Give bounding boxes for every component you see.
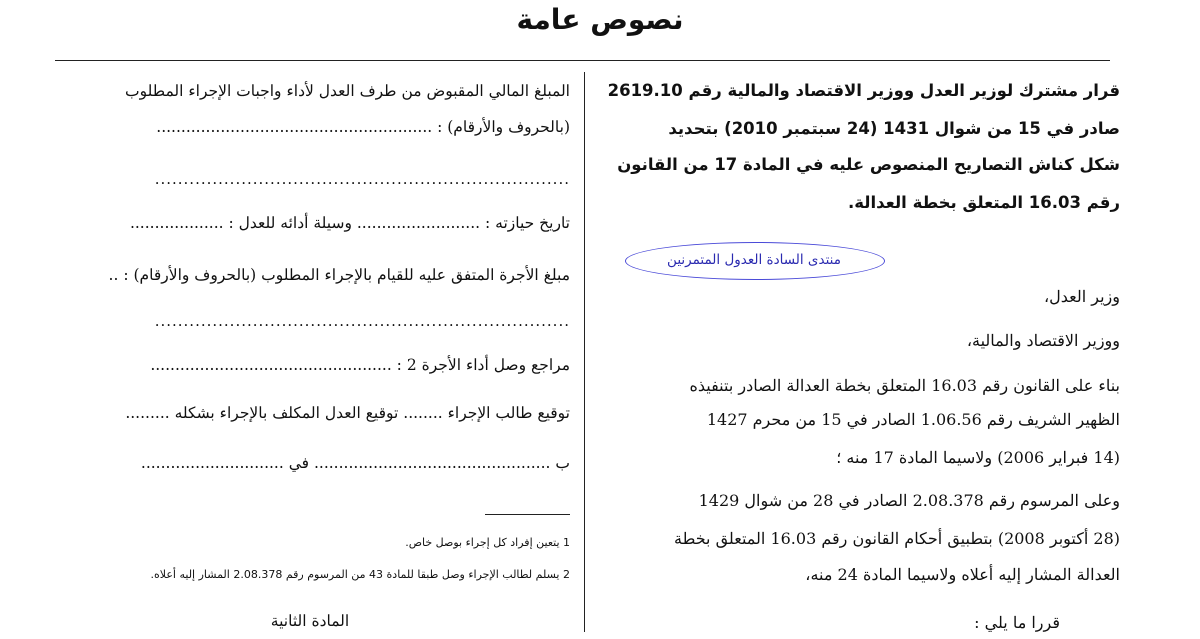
form-line: (بالحروف والأرقام) : ........................................................ [156,118,570,136]
footnote: 2 يسلم لطالب الإجراء وصل طبقا للمادة 43 من المرسوم رقم 2.08.378 المشار إليه أعلاه. [150,568,570,581]
paragraph-line: (28 أكتوبر 2008) بتطبيق أحكام القانون رقم 16.03 المتعلق بخطة [674,529,1120,548]
decree-title-line: قرار مشترك لوزير العدل ووزير الاقتصاد والمالية رقم 2619.10 [607,81,1120,100]
column-divider [584,72,585,632]
form-line: مبلغ الأجرة المتفق عليه للقيام بالإجراء المطلوب (بالحروف والأرقام) : .. [108,266,570,284]
minister-economy: ووزير الاقتصاد والمالية، [966,331,1120,350]
footnote-rule [485,514,570,515]
paragraph-line: الظهير الشريف رقم 1.06.56 الصادر في 15 من محرم 1427 [706,410,1120,429]
form-line: توقيع طالب الإجراء ........ توقيع العدل المكلف بالإجراء بشكله ......... [125,404,570,422]
decree-title-line: رقم 16.03 المتعلق بخطة العدالة. [848,193,1120,212]
form-line: ب ................................................ في ............................. [140,454,570,472]
left-column [55,74,570,634]
decree-title-line: شكل كناش التصاريح المنصوص عليه في المادة 17 من القانون [617,155,1120,174]
footnote: 1 يتعين إفراد كل إجراء بوصل خاص. [405,536,570,549]
paragraph-line: (14 فبراير 2006) ولاسيما المادة 17 منه ؛ [836,448,1120,467]
paragraph-line: وعلى المرسوم رقم 2.08.378 الصادر في 28 من شوال 1429 [698,491,1120,510]
right-column [595,74,1120,634]
form-line: تاريخ حيازته : ......................... وسيلة أدائه للعدل : ................... [129,214,570,232]
next-article-heading: المادة الثانية [270,612,350,630]
paragraph-line: بناء على القانون رقم 16.03 المتعلق بخطة العدالة الصادر بتنفيذه [689,376,1120,395]
paragraph-line: العدالة المشار إليه أعلاه ولاسيما المادة 24 منه، [805,565,1120,584]
form-dots-line: ........................................................................ [154,170,570,188]
page-title: نصوص عامة [516,3,684,36]
decree-title-line: صادر في 15 من شوال 1431 (24 سبتمبر 2010) بتحديد [668,119,1120,138]
decided-heading: قررا ما يلي : [974,613,1060,632]
stamp-text: منتدى السادة العدول المتمرنين [667,252,841,268]
minister-justice: وزير العدل، [1043,287,1120,306]
forum-stamp [625,242,887,282]
header-rule [55,60,1110,61]
form-dots-line: ........................................................................ [154,312,570,330]
form-line: مراجع وصل أداء الأجرة 2 : ................................................. [150,356,570,374]
form-line: المبلغ المالي المقبوض من طرف العدل لأداء واجبات الإجراء المطلوب [125,82,570,100]
